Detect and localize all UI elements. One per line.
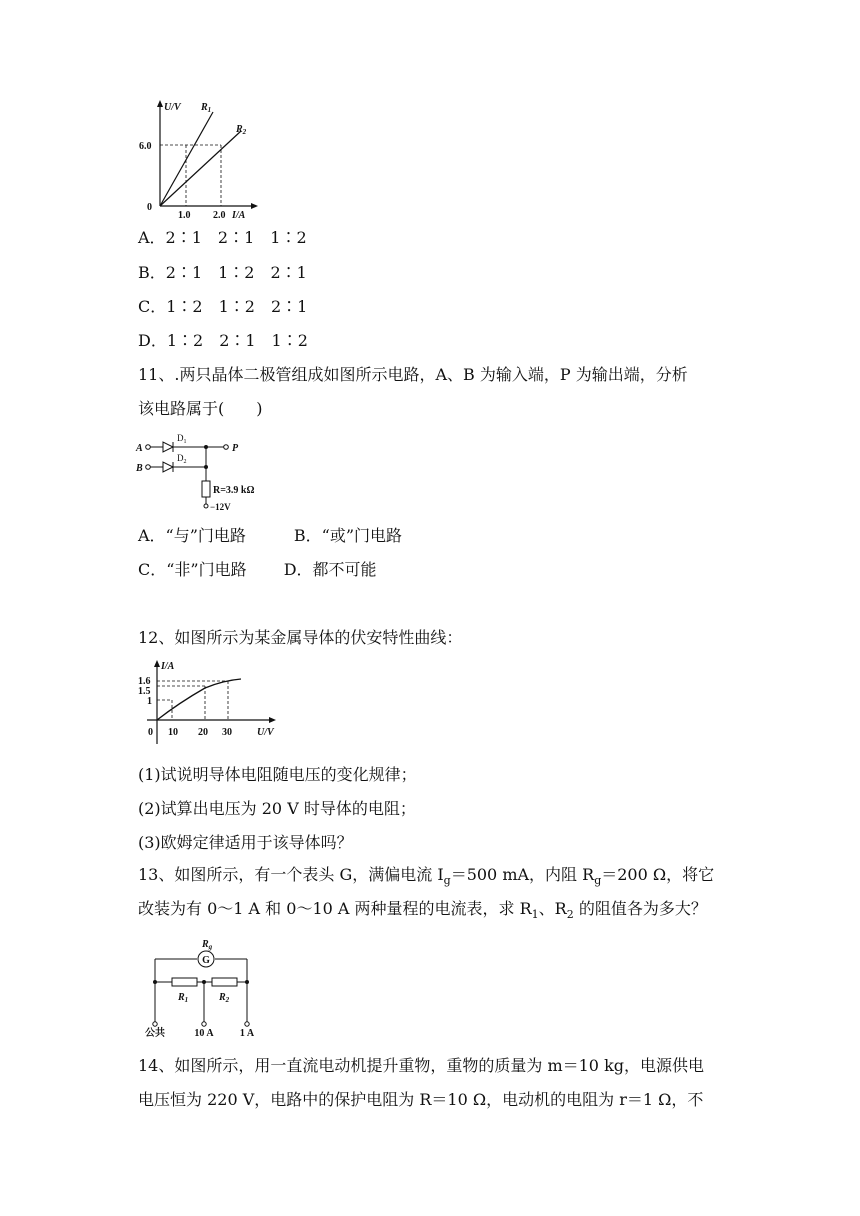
q12-x-axis-label: U/V [257,727,274,738]
q13-text-line1: 13、如图所示，有一个表头 G，满偏电流 $I_g=500$ mA，内阻 $R_g=200$ Ω，将它 [138,865,715,888]
origin-label: 0 [147,202,152,213]
d2-label: $D_2$ [177,453,187,465]
r2-resistor-label: $R_2$ [219,992,230,1004]
q12-subquestion-2: (2)试算出电压为 20 V 时导体的电阻； [138,799,416,818]
q12-subquestion-1: (1)试说明导体电阻随电压的变化规律； [138,765,417,784]
q14-text-line2: 电压恒为 220 V，电路中的保护电阻为 R＝10 Ω，电动机的电阻为 r＝1 Ω，不 [138,1090,704,1109]
terminal-10a-label: 10 A [194,1028,214,1039]
r2-label: $R_2$ [236,124,247,136]
input-b-label: B [136,463,143,474]
q11-options-row2: C．“非”门电路 D．都不可能 [138,560,377,579]
x-tick-2: 2.0 [213,210,226,221]
q13-text-line2: 改装为有 0～1 A 和 0～10 A 两种量程的电流表，求 $R_1$、$R_2$ 的阻值各为多大？ [138,899,707,922]
x-axis-label: I/A [232,210,246,221]
supply-label: −12V [210,502,231,512]
r1-resistor-label: $R_1$ [178,992,189,1004]
q10-option-b: B．2∶1 1∶2 2∶1 [138,263,307,282]
q11-diode-circuit [135,430,270,515]
q12-y-tick-1: 1 [147,696,152,707]
q12-iu-curve [135,658,280,748]
q10-option-a: A．2∶1 2∶1 1∶2 [138,228,307,247]
q10-option-d: D．1∶2 2∶1 1∶2 [138,331,308,350]
q12-y-tick-1-6: 1.6 [138,676,151,687]
q10-option-c: C．1∶2 1∶2 2∶1 [138,297,308,316]
r1-label: $R_1$ [201,102,212,114]
q11-options-row1: A．“与”门电路 B．“或”门电路 [138,526,403,545]
q11-text-line1: 11、.两只晶体二极管组成如图所示电路，A、B 为输入端，P 为输出端，分析 [138,365,688,384]
q12-y-axis-label: I/A [161,661,175,672]
q14-text-line1: 14、如图所示，用一直流电动机提升重物，重物的质量为 m＝10 kg，电源供电 [138,1056,705,1075]
output-p-label: P [232,443,239,454]
d1-label: $D_1$ [177,433,187,445]
q12-origin-label: 0 [148,727,153,738]
q13-ammeter-circuit [135,934,270,1039]
y-axis-label: U/V [164,102,181,113]
q12-x-tick-20: 20 [198,727,208,738]
q12-x-tick-10: 10 [168,727,178,738]
q12-title: 12、如图所示为某金属导体的伏安特性曲线： [138,628,463,647]
q10-ui-graph [135,98,265,222]
x-tick-1: 1.0 [178,210,191,221]
q12-x-tick-30: 30 [222,727,232,738]
resistor-label: R=3.9 kΩ [213,485,255,496]
terminal-common-label: 公共 [145,1028,165,1039]
q11-text-line2: 该电路属于( ) [138,399,263,418]
input-a-label: A [136,443,143,454]
rg-label: $R_g$ [202,939,213,951]
q12-subquestion-3: (3)欧姆定律适用于该导体吗？ [138,833,353,852]
galvanometer-g-label: G [202,955,210,966]
terminal-1a-label: 1 A [239,1028,255,1039]
y-tick-6: 6.0 [139,141,152,152]
q12-y-tick-1-5: 1.5 [138,686,151,697]
